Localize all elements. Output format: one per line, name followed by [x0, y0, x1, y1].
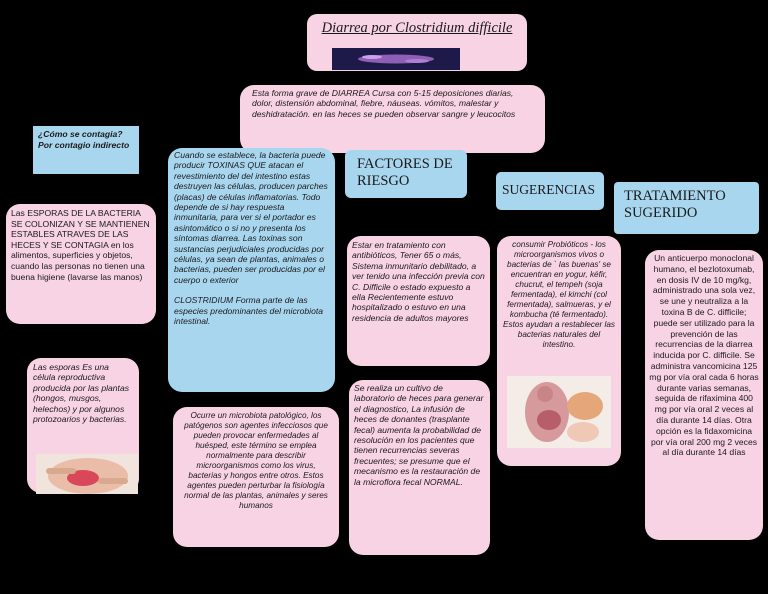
probiotic-image	[507, 376, 611, 448]
factores-header-box	[345, 150, 467, 198]
contagio-question-box	[33, 126, 139, 174]
description-box	[240, 85, 545, 153]
sugerencias-header: SUGERENCIAS	[502, 182, 596, 197]
patogeno-text: Ocurre un microbiota patológico, los patógenos son agentes infecciosos que pueden provocar enfermedades al huésped, este término se emplea normalmente para describir microorganismos como los virus, bacterias y hongos entre otros. Estos agentes pueden perturbar la fisiología normal de las plantas, animales y seres humanos	[184, 411, 328, 510]
tratamiento-header-box	[614, 182, 759, 234]
sugerencias-text: consumir Probióticos - los microorganismos vivos o bacterias de ` las buenas' se encuentran en yogur, kéfir, chucrut, el tempeh (soja fermentada), el kimchi (col fermentada), salmueras, y el kombucha (té fermentado). Estos ayudan a restablecer las bacterias naturales del intestino.	[503, 240, 615, 349]
diagnostico-box	[349, 380, 490, 555]
tratamiento-header: TRATAMIENTO SUGERIDO	[624, 188, 726, 221]
factores-text: Estar en tratamiento con antibióticos, Tener 65 o más, Sistema inmunitario debilitado, a ver tenido una infección previa con C. Difficile o estado expuesto a ella Recientemente estuvo hospitalizado o estuvo en una residencia de adultos mayores	[352, 240, 485, 323]
toxinas-box	[168, 148, 335, 392]
page-title: Diarrea por Clostridium difficile	[321, 20, 513, 36]
esporas-def-box	[27, 358, 139, 493]
factores-box	[347, 236, 490, 366]
description-text: Esta forma grave de DIARREA Cursa con 5-15 deposiciones diarias, dolor, distensión abdominal, fiebre, náuseas. vómitos, malestar y deshidratación. en las heces se pueden observar sangre y leucocitos	[252, 88, 516, 119]
sugerencias-header-box	[496, 172, 604, 210]
esporas-bacteria-text: Las ESPORAS DE LA BACTERIA SE COLONIZAN Y SE MANTIENEN ESTABLES ATRAVES DE LAS HECES Y SE CONTAGIA en los alimentos, superficies y objetos, cuando las personas no tienen una buena higiene (lavarse las manos)	[11, 208, 150, 282]
abdominal-pain-image	[36, 454, 138, 494]
esporas-bacteria-box	[6, 204, 156, 324]
patogeno-box	[173, 407, 339, 547]
clostridium-text: CLOSTRIDIUM Forma parte de las especies predominantes del microbiota intestinal.	[174, 295, 324, 327]
title-box	[307, 14, 527, 71]
tratamiento-box	[645, 250, 763, 540]
contagio-question: ¿Cómo se contagia? Por contagio indirecto	[38, 129, 130, 150]
tratamiento-text: Un anticuerpo monoclonal humano, el bezlotoxumab, en dosis IV de 10 mg/kg, administrado una sola vez, se une y neutraliza a la toxina B de C. difficile; puede ser utilizado para la prevención de las recurrencias de la diarrea inducida por C. difficile. Se administra vancomicina 125 mg por vía oral cada 6 horas durante varias semanas, seguida de rifaximina 400 mg por vía oral 2 veces al día durante 14 días. Otra opción es la fidaxomicina por vía oral 200 mg 2 veces al día durante 14 días	[649, 253, 759, 458]
diagnostico-text: Se realiza un cultivo de laboratorio de heces para generar el diagnostico, La infusión de heces de donantes (trasplante fecal) aumenta la probabilidad de resolución en los pacientes que tienen recurrencias severas frecuentes; se presume que el mecanismo es la restauración de la microflora fecal NORMAL.	[354, 383, 484, 487]
sugerencias-box	[497, 236, 621, 466]
factores-header: FACTORES DE RIESGO	[357, 156, 453, 189]
bacteria-image	[332, 48, 460, 70]
toxinas-text: Cuando se establece, la bacteria puede producir TOXINAS QUE atacan el revestimiento del del intestino estas destruyen las células, producen parches (placas) de células inflamatorias. Todo depende de si hay respuesta inmunitaria, para ver si el portador es asintomático o si no y presenta los síntomas diarrea. Las toxinas son sustancias perjudiciales producidas por células, ya sean de plantas, animales o bacterias, pueden ser producidas por el cuerpo o exterior	[174, 150, 328, 285]
esporas-def-text: Las esporas Es una célula reproductiva producida por las plantas (hongos, musgos, helechos) y por algunos protozoarios y bacterias.	[33, 362, 130, 425]
